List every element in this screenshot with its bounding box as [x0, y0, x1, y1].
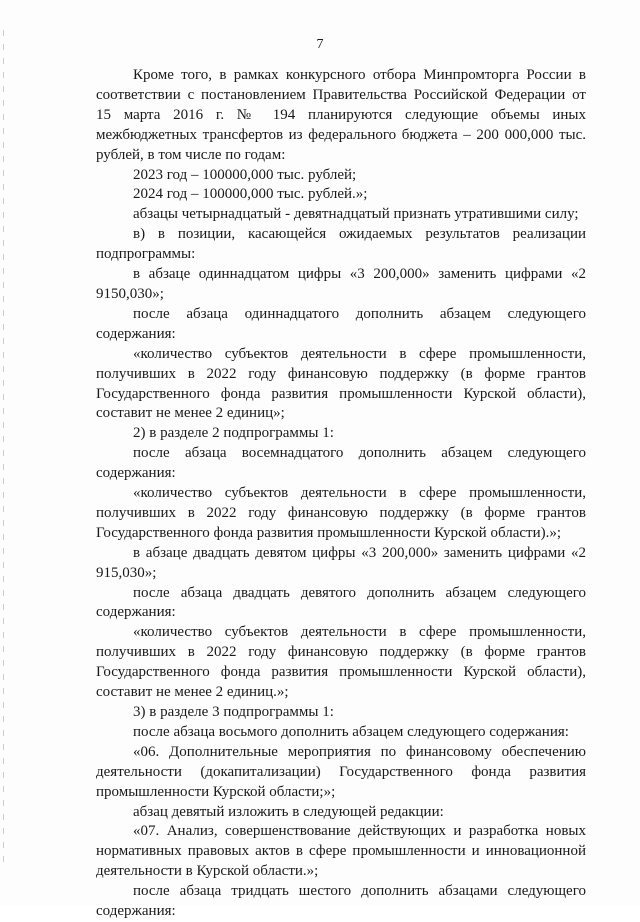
document-body — [96, 66, 586, 922]
paragraph-add-after-8: после абзаца восьмого дополнить абзацем следующего содержания: — [133, 723, 569, 740]
paragraph-quote-06: «06. Дополнительные мероприятия по финансовому обеспечению деятельности (докапитализации) Государственного фонда развития промышленности Курской области;»; — [96, 743, 586, 800]
paragraph-add-after-11: после абзаца одиннадцатого дополнить абзацем следующего содержания: — [96, 305, 586, 342]
paragraph-year-2024: 2024 год – 100000,000 тыс. рублей.»; — [133, 186, 368, 203]
paragraph-quote-3: «количество субъектов деятельности в сфере промышленности, получивших в 2022 году финансовую поддержку (в форме грантов Государственного фонда развития промышленности Курской области), составит не менее 2 единиц.»; — [96, 624, 586, 701]
paragraph-repeal: абзацы четырнадцатый - девятнадцатый признать утратившими силу; — [133, 206, 579, 223]
paragraph-add-after-18: после абзаца восемнадцатого дополнить абзацем следующего содержания: — [96, 445, 586, 482]
paragraph-replace-figures-1: в абзаце одиннадцатом цифры «3 200,000» заменить цифрами «2 9150,030»; — [96, 266, 586, 302]
paragraph-replace-figures-2: в абзаце двадцать девятом цифры «3 200,000» заменить цифрами «2 915,030»; — [96, 544, 586, 581]
paragraph-add-after-29: после абзаца двадцать девятого дополнить абзацем следующего содержания: — [96, 584, 586, 621]
paragraph-transfers: Кроме того, в рамках конкурсного отбора Минпромторга России в соответствии с постановлением Правительства Российской Федерации от 15 марта 2016 г. № 194 планируются следующие объемы иных межбюджетных трансфертов из федерального бюджета – 200 000,000 тыс. рублей, в том числе по годам: — [96, 67, 586, 163]
page-number: 7 — [316, 37, 324, 52]
paragraph-section-2: 2) в разделе 2 подпрограммы 1: — [133, 425, 334, 442]
paragraph-section-3: 3) в разделе 3 подпрограммы 1: — [133, 704, 334, 720]
paragraph-quote-07: «07. Анализ, совершенствование действующих и разработка новых нормативных правовых актов в сфере промышленности и инновационной деятельности в Курской области.»; — [96, 823, 586, 880]
paragraph-add-after-36: после абзаца тридцать шестого дополнить абзацами следующего содержания: — [96, 883, 586, 920]
paragraph-year-2023: 2023 год – 100000,000 тыс. рублей; — [133, 166, 357, 183]
scan-edge-mark — [3, 30, 4, 870]
paragraph-quote-1: «количество субъектов деятельности в сфере промышленности, получивших в 2022 году финансовую поддержку (в форме грантов Государственного фонда развития промышленности Курской области), составит не менее 2 единиц»; — [96, 345, 586, 422]
paragraph-results-position: в) в позиции, касающейся ожидаемых результатов реализации подпрограммы: — [96, 226, 586, 263]
paragraph-ninth-new-edition: абзац девятый изложить в следующей редакции: — [133, 803, 444, 820]
paragraph-quote-2: «количество субъектов деятельности в сфере промышленности, получивших в 2022 году финансовую поддержку (в форме грантов Государственного фонда развития промышленности Курской области).»; — [96, 485, 586, 541]
